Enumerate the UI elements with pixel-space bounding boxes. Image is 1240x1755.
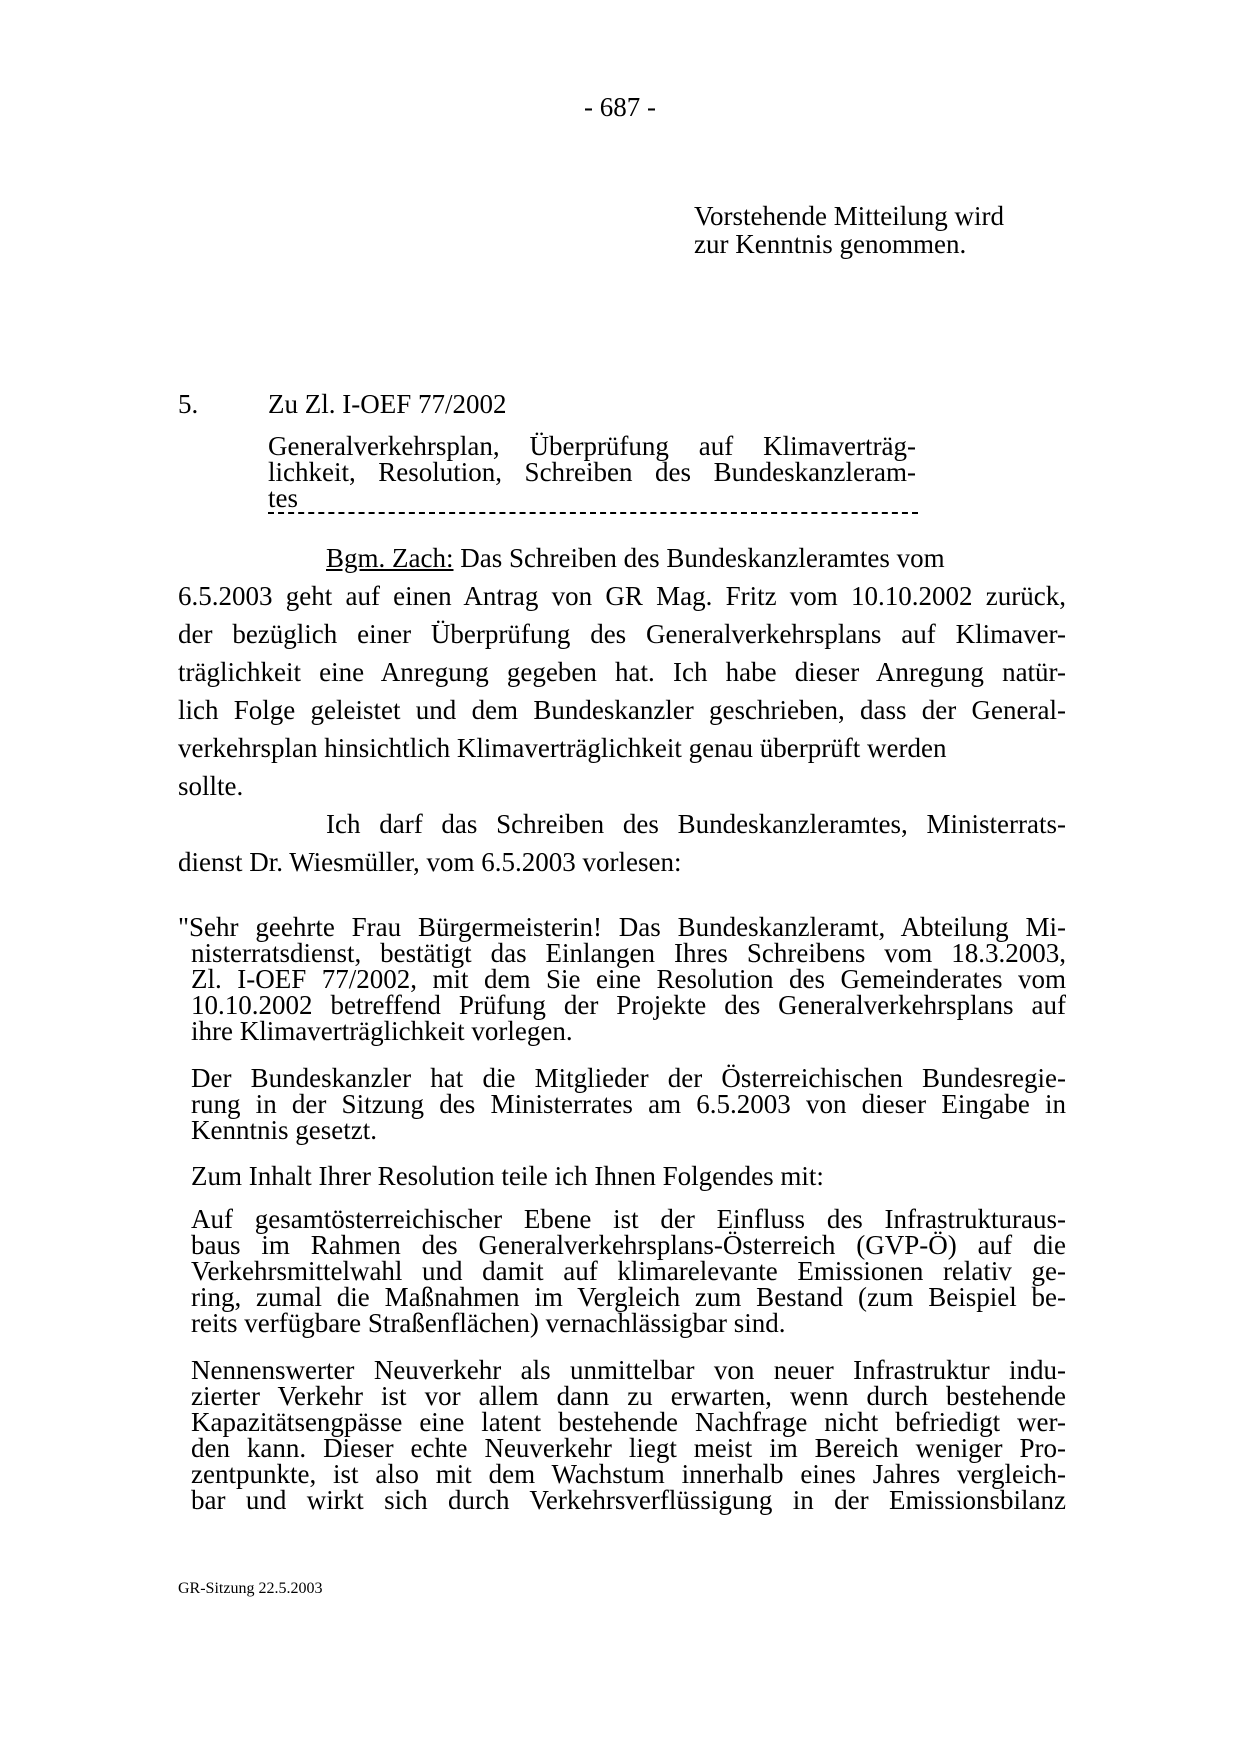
subject-line: tes (268, 483, 298, 513)
letter-line: bar und wirkt sich durch Verkehrsverflüssigung in der Emissionsbilanz (191, 1485, 1066, 1515)
letter-paragraph (178, 1065, 1066, 1143)
page-number: - 687 - (584, 92, 656, 122)
statement-line: 6.5.2003 geht auf einen Antrag von GR Mag. Fritz vom 10.10.2002 zurück, (178, 581, 1066, 611)
speaker-name: Bgm. Zach: (326, 543, 454, 573)
letter-line: Auf gesamtösterreichischer Ebene ist der Einfluss des Infrastrukturaus- (191, 1204, 1066, 1234)
quoted-letter (178, 1357, 1066, 1513)
item-reference: Zu Zl. I-OEF 77/2002 (268, 389, 507, 419)
statement-line: sollte. (178, 771, 244, 801)
notice-line: zur Kenntnis genommen. (694, 229, 967, 259)
statement-line: der bezüglich einer Überprüfung des Generalverkehrsplans auf Klimaver- (178, 619, 1066, 649)
letter-line: 10.10.2002 betreffend Prüfung der Projekte des Generalverkehrsplans auf (191, 990, 1066, 1020)
letter-line: zierter Verkehr ist vor allem dann zu erwarten, wenn durch bestehende (191, 1381, 1066, 1411)
statement-line: träglichkeit eine Anregung gegeben hat. Ich habe dieser Anregung natür- (178, 657, 1066, 687)
letter-line: zentpunkte, ist also mit dem Wachstum innerhalb eines Jahres vergleich- (191, 1459, 1066, 1489)
notice-block (694, 202, 1004, 258)
quoted-letter (178, 1065, 1066, 1143)
statement-paragraph (178, 805, 1066, 881)
statement-first-line (178, 539, 1066, 577)
letter-line: Nennenswerter Neuverkehr als unmittelbar von neuer Infrastruktur indu- (191, 1355, 1066, 1385)
letter-line: Der Bundeskanzler hat die Mitglieder der Österreichischen Bundesregie- (191, 1063, 1066, 1093)
quoted-letter (178, 914, 1066, 1044)
letter-line: Zum Inhalt Ihrer Resolution teile ich Ihnen Folgendes mit: (191, 1161, 824, 1191)
statement-paragraph (178, 539, 1066, 805)
letter-paragraph (178, 1163, 1066, 1189)
letter-paragraph (178, 914, 1066, 1044)
statement-line: dienst Dr. Wiesmüller, vom 6.5.2003 vorlesen: (178, 847, 682, 877)
letter-line: Kenntnis gesetzt. (191, 1115, 377, 1145)
letter-line: Zl. I-OEF 77/2002, mit dem Sie eine Resolution des Gemeinderates vom (191, 964, 1066, 994)
quoted-letter (178, 1206, 1066, 1336)
subject-line: lichkeit, Resolution, Schreiben des Bundeskanzleram- (268, 457, 916, 487)
page-footer: GR-Sitzung 22.5.2003 (178, 1580, 323, 1597)
statement-text: Das Schreiben des Bundeskanzleramtes vom (453, 543, 945, 573)
item-subject (268, 433, 916, 511)
letter-line: rung in der Sitzung des Ministerrates am 6.5.2003 von dieser Eingabe in (191, 1089, 1066, 1119)
item-number: 5. (178, 389, 199, 419)
statement-line: lich Folge geleistet und dem Bundeskanzler geschrieben, dass der General- (178, 695, 1066, 725)
letter-line: Kapazitätsengpässe eine latent bestehende Nachfrage nicht befriedigt wer- (191, 1407, 1066, 1437)
letter-line: nisterratsdienst, bestätigt das Einlangen Ihres Schreibens vom 18.3.2003, (191, 938, 1066, 968)
statement-line: verkehrsplan hinsichtlich Klimaverträglichkeit genau überprüft werden (178, 733, 947, 763)
quoted-letter (178, 1163, 1066, 1189)
statement-line: Ich darf das Schreiben des Bundeskanzleramtes, Ministerrats- (326, 809, 1066, 839)
dashed-separator (268, 512, 918, 516)
letter-line: reits verfügbare Straßenflächen) vernachlässigbar sind. (191, 1308, 786, 1338)
letter-line: "Sehr geehrte Frau Bürgermeisterin! Das Bundeskanzleramt, Abteilung Mi- (178, 912, 1066, 942)
letter-line: baus im Rahmen des Generalverkehrsplans-Österreich (GVP-Ö) auf die (191, 1230, 1066, 1260)
letter-line: ring, zumal die Maßnahmen im Vergleich zum Bestand (zum Beispiel be- (191, 1282, 1066, 1312)
letter-paragraph (178, 1206, 1066, 1336)
letter-line: Verkehrsmittelwahl und damit auf klimarelevante Emissionen relativ ge- (191, 1256, 1066, 1286)
notice-line: Vorstehende Mitteilung wird (694, 201, 1004, 231)
subject-line: Generalverkehrsplan, Überprüfung auf Klimaverträg- (268, 431, 916, 461)
letter-line: ihre Klimaverträglichkeit vorlegen. (191, 1016, 573, 1046)
letter-line: den kann. Dieser echte Neuverkehr liegt meist im Bereich weniger Pro- (191, 1433, 1066, 1463)
letter-paragraph (178, 1357, 1066, 1513)
